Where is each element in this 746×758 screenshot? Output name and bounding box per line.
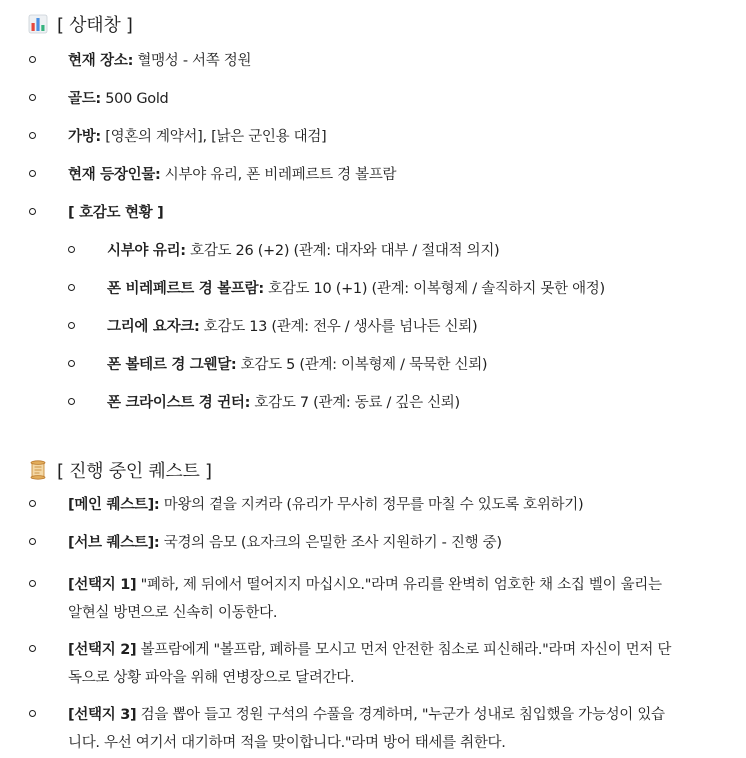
bullet	[68, 246, 75, 253]
quest-section-title	[28, 457, 212, 483]
quest-text: 마왕의 곁을 지켜라 (유리가 무사히 정무를 마칠 수 있도록 호위하기)	[159, 497, 584, 513]
choice-text-line1: "폐하, 제 뒤에서 떨어지지 마십시오."라며 유리를 완벽히 엄호한 채 소집 벨이 울리는	[136, 577, 662, 593]
choice-text-line2: 독으로 상황 파악을 위해 연병장으로 달려간다.	[68, 670, 355, 686]
bag-label: 가방:	[68, 129, 101, 145]
characters-value: 시부야 유리, 폰 비레페르트 경 볼프람	[160, 167, 397, 183]
gold-label: 골드:	[68, 91, 101, 107]
quest-label: [메인 퀘스트]:	[68, 497, 160, 513]
bullet	[29, 56, 36, 63]
quest-label: [서브 퀘스트]:	[68, 535, 160, 551]
affinity-name: 폰 크라이스트 경 귄터:	[107, 395, 251, 411]
affinity-detail: 호감도 10 (+1) (관계: 이복형제 / 솔직하지 못한 애정)	[263, 281, 605, 297]
bag-value: [영혼의 계약서], [낡은 군인용 대검]	[100, 129, 327, 145]
gold-value: 500 Gold	[100, 91, 169, 107]
choice-label: [선택지 2]	[68, 642, 137, 658]
choice-text-line2: 니다. 우선 여기서 대기하며 적을 맞이합니다."라며 방어 태세를 취한다.	[68, 735, 506, 751]
affinity-item-yuri	[0, 239, 746, 261]
bullet	[68, 398, 75, 405]
list-item-gold	[0, 87, 746, 109]
choice-item-1[interactable]	[0, 573, 746, 625]
scroll-icon	[28, 460, 48, 480]
bullet	[29, 580, 36, 587]
characters-label: 현재 등장인물:	[68, 167, 161, 183]
list-item-location	[0, 49, 746, 71]
affinity-name: 시부야 유리:	[107, 243, 186, 259]
bullet	[68, 284, 75, 291]
quest-item-main	[0, 493, 746, 515]
location-value: 혈맹성 - 서쪽 정원	[133, 53, 252, 69]
affinity-name: 그리에 요자크:	[107, 319, 200, 335]
bullet	[29, 645, 36, 652]
affinity-item-gwendal	[0, 353, 746, 375]
bullet	[29, 538, 36, 545]
list-item-bag	[0, 125, 746, 147]
list-item-affinity-header	[0, 201, 746, 223]
affinity-header: [ 호감도 현황 ]	[68, 205, 164, 221]
location-label: 현재 장소:	[68, 53, 134, 69]
affinity-name: 폰 비레페르트 경 볼프람:	[107, 281, 264, 297]
choice-text-line1: 볼프람에게 "볼프람, 폐하를 모시고 먼저 안전한 침소로 피신해라."라며 자신이 먼저 단	[136, 642, 672, 658]
choice-text-line2: 알현실 방면으로 신속히 이동한다.	[68, 605, 278, 621]
choice-label: [선택지 3]	[68, 707, 137, 723]
bullet	[29, 94, 36, 101]
affinity-detail: 호감도 7 (관계: 동료 / 깊은 신뢰)	[250, 395, 460, 411]
choice-text-line1: 검을 뽑아 들고 정원 구석의 수풀을 경계하며, "누군가 성내로 침입했을 가능성이 있습	[136, 707, 665, 723]
quest-text: 국경의 음모 (요자크의 은밀한 조사 지원하기 - 진행 중)	[159, 535, 502, 551]
choice-label: [선택지 1]	[68, 577, 137, 593]
bullet	[29, 710, 36, 717]
bar-chart-icon	[28, 14, 48, 34]
affinity-detail: 호감도 13 (관계: 전우 / 생사를 넘나든 신뢰)	[199, 319, 478, 335]
affinity-name: 폰 볼테르 경 그웬달:	[107, 357, 237, 373]
bullet	[29, 170, 36, 177]
bullet	[29, 132, 36, 139]
bullet	[29, 500, 36, 507]
affinity-item-yozak	[0, 315, 746, 337]
choice-item-2[interactable]	[0, 638, 746, 690]
choice-item-3[interactable]	[0, 703, 746, 755]
quest-title-text: [ 진행 중인 퀘스트 ]	[57, 461, 212, 482]
affinity-detail: 호감도 5 (관계: 이복형제 / 묵묵한 신뢰)	[236, 357, 488, 373]
affinity-item-gunter	[0, 391, 746, 413]
bullet	[68, 360, 75, 367]
bullet	[68, 322, 75, 329]
status-section-title	[28, 11, 133, 37]
affinity-item-wolfram	[0, 277, 746, 299]
quest-item-sub	[0, 531, 746, 553]
bullet	[29, 208, 36, 215]
status-title-text: [ 상태창 ]	[57, 15, 133, 36]
affinity-detail: 호감도 26 (+2) (관계: 대자와 대부 / 절대적 의지)	[185, 243, 500, 259]
list-item-characters	[0, 163, 746, 185]
